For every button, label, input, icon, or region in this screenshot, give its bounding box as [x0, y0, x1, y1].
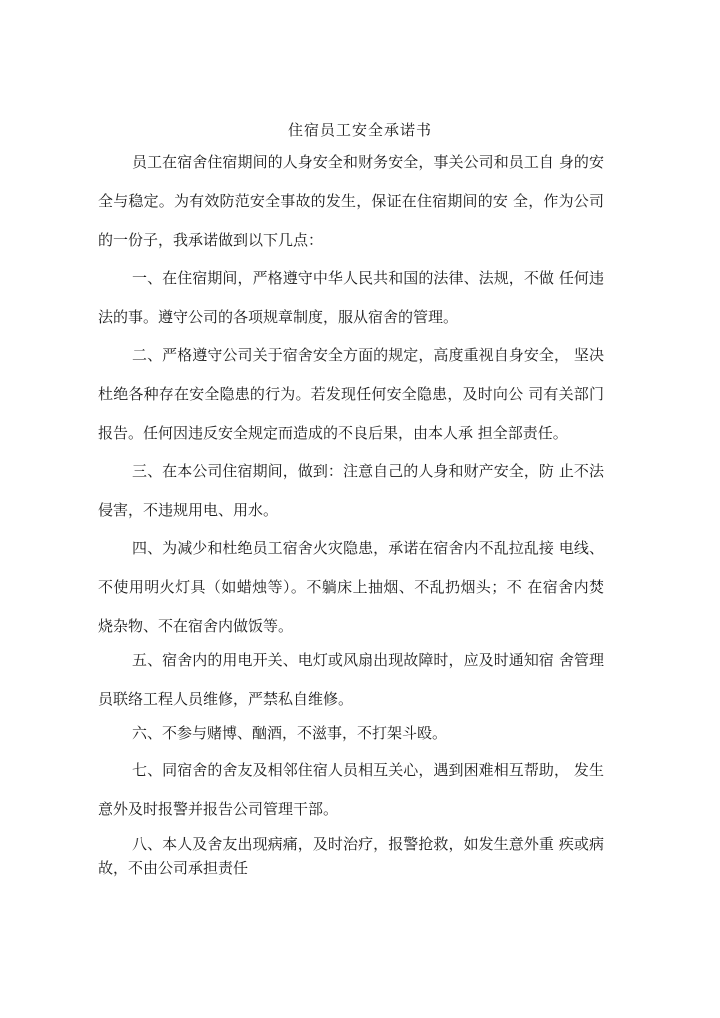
intro-paragraph: 员工在宿舍住宿期间的人身安全和财务安全，事关公司和员工自 身的安全与稳定。为有效防范安全事故的发生，保证在住宿期间的安 全，作为公司的一份子，我承诺做到以下几点： — [98, 153, 604, 249]
clause-8: 八、本人及舍友出现病痛，及时治疗，报警抢救，如发生意外重 疾或病故，不由公司承担责任 — [98, 835, 604, 877]
clause-4: 四、为减少和杜绝员工宿舍火灾隐患，承诺在宿舍内不乱拉乱接 电线、不使用明火灯具（如蜡烛等）。不躺床上抽烟、不乱扔烟头；不 在宿舍内焚烧杂物、不在宿舍内做饭等。 — [98, 539, 604, 635]
clause-7: 七、同宿舍的舍友及相邻住宿人员相互关心，遇到困难相互帮助， 发生意外及时报警并报告公司管理干部。 — [98, 761, 604, 818]
clause-5: 五、宿舍内的用电开关、电灯或风扇出现故障时，应及时通知宿 舍管理员联络工程人员维修，严禁私自维修。 — [98, 651, 604, 708]
clause-3: 三、在本公司住宿期间，做到：注意自己的人身和财产安全，防 止不法侵害，不违规用电、用水。 — [98, 462, 604, 519]
clause-2: 二、严格遵守公司关于宿舍安全方面的规定，高度重视自身安全， 坚决杜绝各种存在安全隐患的行为。若发现任何安全隐患，及时向公 司有关部门报告。任何因违反安全规定而造成的不良后果，由本人承 担全部责任。 — [98, 346, 604, 442]
clause-1: 一、在住宿期间，严格遵守中华人民共和国的法律、法规，不做 任何违法的事。遵守公司的各项规章制度，服从宿舍的管理。 — [98, 269, 604, 326]
document-title: 住宿员工安全承诺书 — [287, 121, 432, 139]
clause-6: 六、不参与赌博、酗酒，不滋事，不打架斗殴。 — [132, 724, 448, 742]
